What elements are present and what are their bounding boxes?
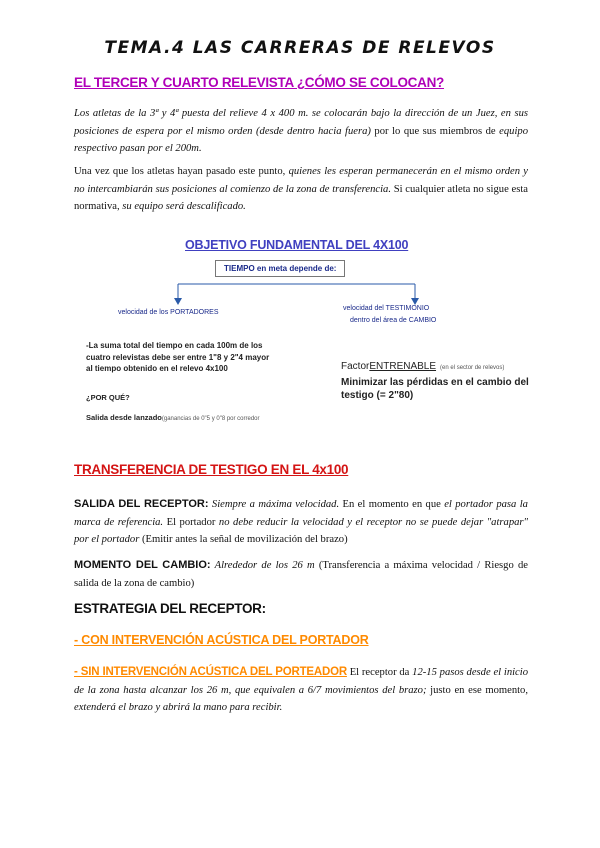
label-testimonio: velocidad del TESTIMONIO bbox=[343, 305, 430, 312]
text-italic: equipo respectivo pasan por el 200m. bbox=[74, 125, 528, 154]
text-bold: Salida desde lanzado bbox=[86, 413, 162, 422]
paragraph-salida-receptor bbox=[74, 496, 528, 549]
text-italic: Los atletas de la 3ª y 4ª puesta del relieve 4 x 400 m. se colocarán bajo la dirección de un Juez, en sus posiciones de espera por el mismo orden (desde dentro hacia fuera) bbox=[74, 108, 528, 137]
text-line: Minimizar las pérdidas en el cambio del bbox=[341, 377, 529, 388]
text-plain: El portador bbox=[163, 516, 219, 528]
text-line: al tiempo obtenido en el relevo 4x100 bbox=[86, 364, 228, 373]
diagram-box: TIEMPO en meta depende de: bbox=[215, 260, 345, 277]
text-plain: por lo que sus miembros de bbox=[370, 125, 500, 137]
text-suma-total bbox=[86, 340, 269, 375]
text-line: -La suma total del tiempo en cada 100m de los bbox=[86, 341, 263, 350]
text-plain: (Emitir antes la señal de movilización del brazo) bbox=[139, 534, 348, 545]
arrow-left-head bbox=[174, 298, 182, 305]
label-momento: MOMENTO DEL CAMBIO: bbox=[74, 559, 211, 571]
text-italic: quienes les esperan permanecerán en el mismo orden y no intercambiarán sus posiciones al comienzo de la zona de transferencia. bbox=[74, 166, 528, 195]
text-sector-relevos: (en el sector de relevos) bbox=[440, 365, 505, 371]
text-minimizar bbox=[341, 376, 529, 402]
text-small: (ganancias de 0"5 y 0"8 por corredor bbox=[161, 416, 260, 422]
text-italic: extenderá el brazo y abrirá la mano para recibir. bbox=[74, 702, 283, 713]
arrow-right-head bbox=[411, 298, 419, 305]
text-italic: no debe reducir la velocidad y el receptor no se puede dejar "atrapar" por el portador bbox=[74, 516, 528, 545]
text-plain: El receptor da bbox=[346, 667, 413, 678]
section-heading-transferencia: TRANSFERENCIA DE TESTIGO EN EL 4x100 bbox=[74, 462, 349, 477]
paragraph-momento-cambio bbox=[74, 557, 528, 592]
text-italic: el portador pasa la marca de referencia. bbox=[74, 499, 528, 528]
text-line: cuatro relevistas debe ser entre 1"8 y 2"4 mayor bbox=[86, 352, 270, 362]
text-italic: 12-15 pasos desde el inicio de la zona hasta alcanzar los 26 m, que equivalen a 6/7 movimientos del brazo; bbox=[74, 667, 528, 696]
text-plain: Si cualquier atleta no sigue esta normativa, bbox=[74, 183, 528, 212]
text-salida-lanzado bbox=[86, 407, 260, 425]
text-italic: Alrededor de los 26 m bbox=[210, 560, 315, 571]
section-heading-estrategia: ESTRATEGIA DEL RECEPTOR: bbox=[74, 601, 266, 616]
label-portadores: velocidad de los PORTADORES bbox=[118, 309, 219, 316]
subheading-con-intervencion: - CON INTERVENCIÓN ACÚSTICA DEL PORTADOR bbox=[74, 633, 369, 647]
text-plain: En el momento en que bbox=[339, 499, 445, 510]
subheading-sin-intervencion: - SIN INTERVENCIÓN ACÚSTICA DEL PORTEADOR bbox=[74, 666, 347, 678]
diagram-title: OBJETIVO FUNDAMENTAL DEL 4X100 bbox=[185, 238, 409, 252]
text-por-que: ¿POR QUÉ? bbox=[86, 393, 130, 402]
label-area-cambio: dentro del área de CAMBIO bbox=[350, 317, 437, 324]
text-factor-entrenable bbox=[341, 356, 504, 374]
text-entrenable: ENTRENABLE bbox=[369, 361, 437, 372]
section-heading-relevistas: EL TERCER Y CUARTO RELEVISTA ¿CÓMO SE COLOCAN? bbox=[74, 75, 444, 90]
text-plain: Una vez que los atletas hayan pasado este punto, bbox=[74, 166, 289, 177]
label-salida: SALIDA DEL RECEPTOR: bbox=[74, 498, 209, 510]
paragraph-sin-intervencion bbox=[74, 664, 528, 717]
text-italic: su equipo será descalificado. bbox=[122, 201, 246, 212]
text-plain: (Transferencia a máxima velocidad / Riesgo de salida de la zona de cambio) bbox=[74, 560, 528, 589]
page-title: TEMA.4 LAS CARRERAS DE RELEVOS bbox=[104, 38, 496, 58]
text-line: testigo (= 2"80) bbox=[341, 390, 414, 401]
text-plain: justo en ese momento, bbox=[426, 684, 529, 696]
text-factor: Factor bbox=[341, 361, 370, 372]
text-italic: Siempre a máxima velocidad. bbox=[208, 499, 340, 510]
